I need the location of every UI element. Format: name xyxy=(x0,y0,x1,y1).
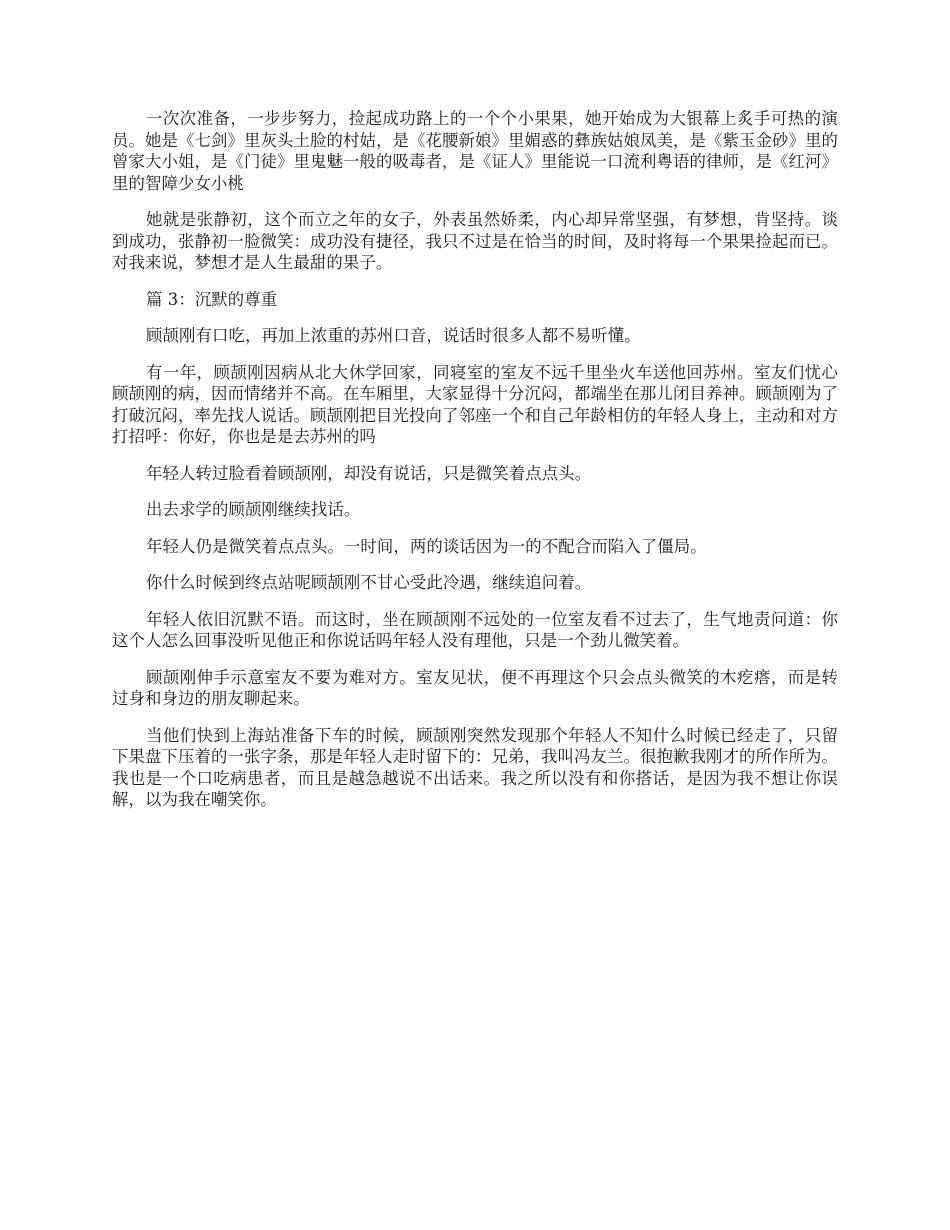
paragraph-young-man-nods: 年轻人转过脸看着顾颉刚，却没有说话，只是微笑着点点头。 xyxy=(146,463,592,483)
paragraph-zhang-jingchu: 她就是张静初，这个而立之年的女子，外表虽然娇柔，内心却异常坚强，有梦想，肯坚持。谈到成功，张静初一脸微笑：成功没有捷径，我只不过是在恰当的时间，及时将每一个果果捡起而已。对我来说，梦想才是人生最甜的果子。 xyxy=(112,210,838,272)
paragraph-deadlock: 年轻人仍是微笑着点点头。一时间，两的谈话因为一的不配合而陷入了僵局。 xyxy=(146,536,707,556)
paragraph-actress-roles: 一次次准备，一步步努力，捡起成功路上的一个个小果果，她开始成为大银幕上炙手可热的演员。她是《七剑》里灰头土脸的村姑，是《花腰新娘》里媚惑的彝族姑娘凤美，是《紫玉金砂》里的曾家大小姐，是《门徒》里鬼魅一般的吸毒者，是《证人》里能说一口流利粤语的律师，是《红河》里的智障少女小桃 xyxy=(112,109,838,193)
paragraph-roommate-angry: 年轻人依旧沉默不语。而这时，坐在顾颉刚不远处的一位室友看不过去了，生气地责问道：你这个人怎么回事没听见他正和你说话吗年轻人没有理他，只是一个劲儿微笑着。 xyxy=(112,609,838,650)
paragraph-stutter: 顾颉刚有口吃，再加上浓重的苏州口音，说话时很多人都不易听懂。 xyxy=(146,326,641,345)
paragraph-follow-up-question: 你什么时候到终点站呢顾颉刚不甘心受此冷遇，继续追问着。 xyxy=(146,573,592,592)
paragraph-note-reveal: 当他们快到上海站准备下车的时候，顾颉刚突然发现那个年轻人不知什么时候已经走了，只留下果盘下压着的一张字条，那是年轻人走时留下的：兄弟，我叫冯友兰。很抱歉我刚才的所作所为。我也是一个口吃病患者，而且是越急越说不出话来。我之所以没有和你搭话，是因为我不想让你误解，以为我在嘲笑你。 xyxy=(112,725,838,809)
paragraph-gesture: 顾颉刚伸手示意室友不要为难对方。室友见状，便不再理这个只会点头微笑的木疙瘩，而是转过身和身边的朋友聊起来。 xyxy=(112,667,838,708)
paragraph-keeps-talking: 出去求学的顾颉刚继续找话。 xyxy=(146,500,361,519)
paragraph-train-trip: 有一年，顾颉刚因病从北大休学回家，同寝室的室友不远千里坐火车送他回苏州。室友们忧心顾颉刚的病，因而情绪并不高。在车厢里，大家显得十分沉闷，都端坐在那儿闭目养神。顾颉刚为了打破沉闷，率先找人说话。顾颉刚把目光投向了邻座一个和自己年龄相仿的年轻人身上，主动和对方打招呼：你好，你也是是去苏州的吗 xyxy=(112,362,838,446)
section-heading: 篇 3：沉默的尊重 xyxy=(146,289,278,309)
